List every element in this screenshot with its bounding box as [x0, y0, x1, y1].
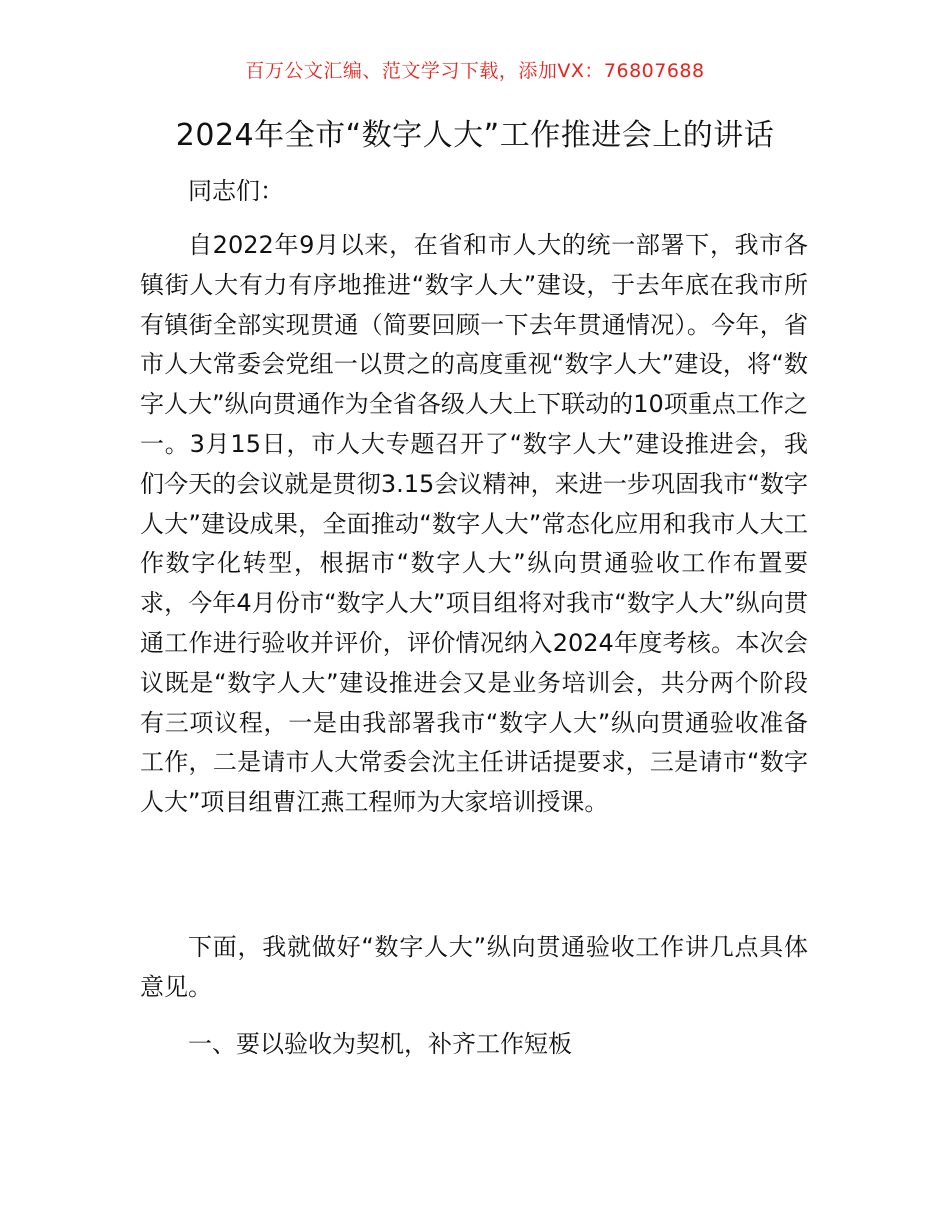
header-watermark-note: 百万公文汇编、范文学习下载，添加VX：76807688 [245, 60, 705, 82]
document-title: 2024年全市“数字人大”工作推进会上的讲话 [175, 118, 775, 153]
section-heading-1: 一、要以验收为契机，补齐工作短板 [188, 1030, 572, 1058]
salutation: 同志们： [188, 177, 284, 205]
body-paragraph-1: 自2022年9月以来，在省和市人大的统一部署下，我市各镇街人大有力有序地推进“数字人大”建设，于去年底在我市所有镇街全部实现贯通（简要回顾一下去年贯通情况）。今年，省市人大常委会党组一以贯之的高度重视“数字人大”建设，将“数字人大”纵向贯通作为全省各级人大上下联动的10项重点工作之一。3月15日，市人大专题召开了“数字人大”建设推进会，我们今天的会议就是贯彻3.15会议精神，来进一步巩固我市“数字人大”建设成果，全面推动“数字人大”常态化应用和我市人大工作数字化转型，根据市“数字人大”纵向贯通验收工作布置要求，今年4月份市“数字人大”项目组将对我市“数字人大”纵向贯通工作进行验收并评价，评价情况纳入2024年度考核。本次会议既是“数字人大”建设推进会又是业务培训会，共分两个阶段有三项议程，一是由我部署我市“数字人大”纵向贯通验收准备工作，二是请市人大常委会沈主任讲话提要求，三是请市“数字人大”项目组曹江燕工程师为大家培训授课。 [140, 231, 808, 817]
body-paragraph-2: 下面，我就做好“数字人大”纵向贯通验收工作讲几点具体意见。 [140, 933, 808, 1001]
